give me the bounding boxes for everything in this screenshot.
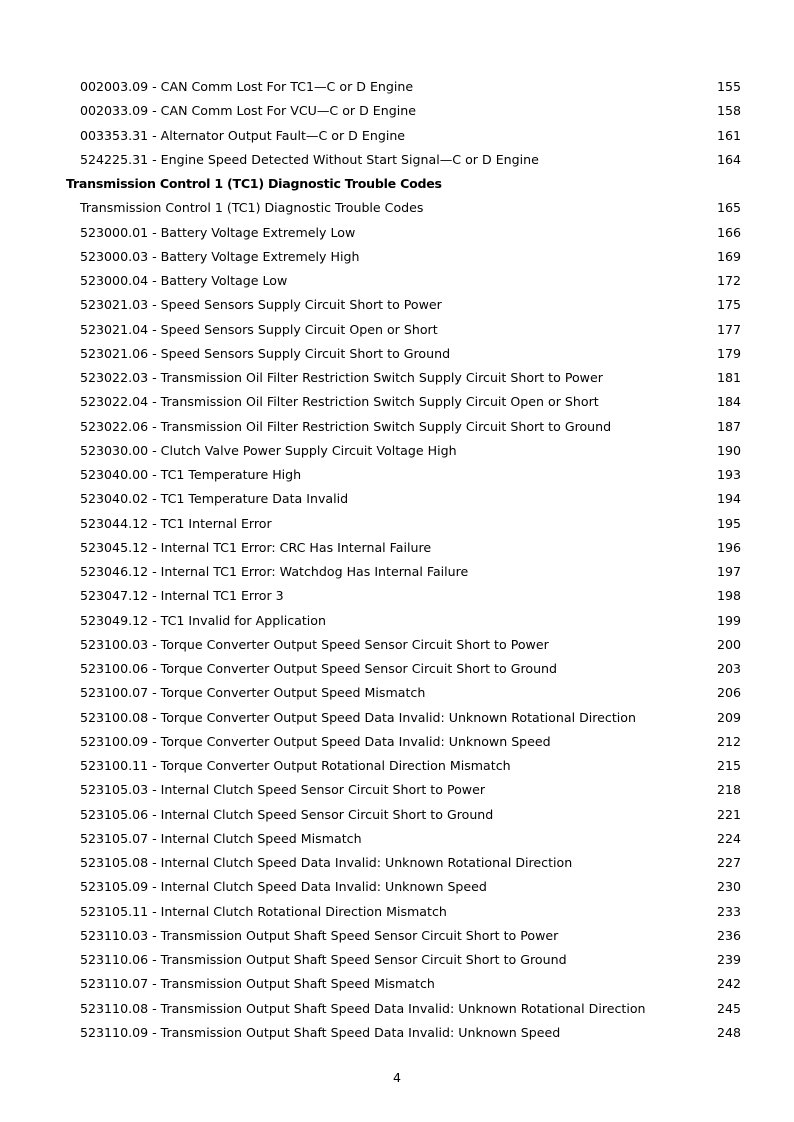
toc-entry-page-number: 203 bbox=[716, 661, 741, 676]
toc-entry[interactable] bbox=[0, 318, 794, 342]
toc-entry-title: 523000.01 - Battery Voltage Extremely Low bbox=[80, 224, 356, 240]
toc-entry-page-number: 224 bbox=[716, 830, 741, 846]
toc-entry[interactable] bbox=[0, 245, 794, 269]
toc-entry-title: 523021.03 - Speed Sensors Supply Circuit Short to Power bbox=[80, 297, 442, 313]
toc-entry-page-number: 161 bbox=[716, 127, 741, 143]
toc-entry[interactable] bbox=[0, 851, 794, 875]
toc-entry-page-number: 193 bbox=[716, 467, 741, 482]
toc-entry-page-number: 164 bbox=[716, 151, 741, 167]
toc-entry-page-number: 218 bbox=[716, 782, 741, 798]
toc-entry-title: 523045.12 - Internal TC1 Error: CRC Has Internal Failure bbox=[80, 539, 432, 555]
toc-entry-page-number: 212 bbox=[716, 733, 741, 749]
toc-entry-page-number: 236 bbox=[716, 927, 741, 943]
toc-entry-page-number: 200 bbox=[716, 636, 741, 652]
toc-entry-page-number: 239 bbox=[716, 952, 741, 967]
toc-entry-title: 523100.11 - Torque Converter Output Rotational Direction Mismatch bbox=[80, 758, 511, 773]
toc-entry[interactable] bbox=[0, 366, 794, 390]
toc-entry-page-number: 172 bbox=[716, 273, 741, 288]
toc-entry-page-number: 199 bbox=[716, 612, 741, 628]
toc-entry-title: 523105.08 - Internal Clutch Speed Data Invalid: Unknown Rotational Direction bbox=[80, 855, 573, 870]
toc-entry-page-number: 227 bbox=[716, 855, 741, 870]
toc-entry-title: 523105.06 - Internal Clutch Speed Sensor Circuit Short to Ground bbox=[80, 806, 494, 822]
toc-entry-page-number: 197 bbox=[716, 564, 741, 579]
toc-entry-page-number: 169 bbox=[716, 248, 741, 264]
toc-entry-title: 523022.04 - Transmission Oil Filter Restriction Switch Supply Circuit Open or Short bbox=[80, 394, 599, 410]
toc-entry-title: 523046.12 - Internal TC1 Error: Watchdog Has Internal Failure bbox=[80, 564, 469, 579]
toc-entry-page-number: 248 bbox=[716, 1024, 741, 1040]
toc-entry[interactable] bbox=[0, 487, 794, 511]
page-number: 4 bbox=[392, 1070, 401, 1085]
toc-entry-page-number: 190 bbox=[716, 442, 741, 458]
toc-entry[interactable] bbox=[0, 390, 794, 414]
toc-entry[interactable] bbox=[0, 293, 794, 317]
toc-entry-title: 523022.06 - Transmission Oil Filter Restriction Switch Supply Circuit Short to Ground bbox=[80, 418, 612, 434]
toc-entry-page-number: 175 bbox=[716, 297, 741, 313]
toc-entry[interactable] bbox=[0, 148, 794, 172]
toc-entry[interactable] bbox=[0, 463, 794, 487]
toc-entry-title: 523105.09 - Internal Clutch Speed Data Invalid: Unknown Speed bbox=[80, 879, 487, 895]
toc-entry-title: 523040.02 - TC1 Temperature Data Invalid bbox=[80, 491, 349, 507]
toc-entry-page-number: 242 bbox=[716, 976, 741, 992]
toc-entry[interactable] bbox=[0, 778, 794, 802]
toc-entry-title: 523030.00 - Clutch Valve Power Supply Circuit Voltage High bbox=[80, 442, 457, 458]
toc-entry-title: 003353.31 - Alternator Output Fault—C or D Engine bbox=[80, 127, 406, 143]
toc-entry-title: 523100.03 - Torque Converter Output Speed Sensor Circuit Short to Power bbox=[80, 636, 549, 652]
toc-entry-title: 523110.08 - Transmission Output Shaft Speed Data Invalid: Unknown Rotational Direction bbox=[80, 1000, 646, 1016]
toc-entry[interactable] bbox=[0, 415, 794, 439]
toc-entry-page-number: 221 bbox=[716, 806, 741, 822]
toc-entry-title: 523100.08 - Torque Converter Output Speed Data Invalid: Unknown Rotational Direction bbox=[80, 709, 636, 725]
toc-entry[interactable] bbox=[0, 196, 794, 220]
toc-entry-title: 524225.31 - Engine Speed Detected Without Start Signal—C or D Engine bbox=[80, 151, 539, 167]
toc-entry-page-number: 215 bbox=[716, 758, 741, 773]
toc-entry[interactable] bbox=[0, 875, 794, 899]
toc-entry[interactable] bbox=[0, 997, 794, 1021]
toc-entry-page-number: 184 bbox=[716, 394, 741, 410]
toc-entry[interactable] bbox=[0, 560, 794, 584]
toc-entry-title: 523047.12 - Internal TC1 Error 3 bbox=[80, 588, 284, 604]
toc-entry-title: 523000.04 - Battery Voltage Low bbox=[80, 273, 288, 288]
table-of-contents bbox=[0, 75, 794, 1045]
toc-entry-page-number: 179 bbox=[716, 345, 741, 361]
toc-entry-title: 523021.06 - Speed Sensors Supply Circuit Short to Ground bbox=[80, 345, 451, 361]
toc-section-heading bbox=[0, 172, 794, 196]
toc-entry-title: 523110.09 - Transmission Output Shaft Speed Data Invalid: Unknown Speed bbox=[80, 1024, 561, 1040]
toc-entry-page-number: 177 bbox=[716, 321, 741, 337]
toc-entry-title: 523021.04 - Speed Sensors Supply Circuit Open or Short bbox=[80, 321, 438, 337]
toc-entry-page-number: 194 bbox=[716, 491, 741, 507]
toc-heading-title: Transmission Control 1 (TC1) Diagnostic Trouble Codes bbox=[66, 176, 442, 191]
toc-entry[interactable] bbox=[0, 706, 794, 730]
toc-entry[interactable] bbox=[0, 536, 794, 560]
toc-entry-title: Transmission Control 1 (TC1) Diagnostic Trouble Codes bbox=[80, 200, 424, 216]
toc-entry[interactable] bbox=[0, 439, 794, 463]
toc-entry-title: 523100.09 - Torque Converter Output Speed Data Invalid: Unknown Speed bbox=[80, 733, 551, 749]
toc-entry-title: 523040.00 - TC1 Temperature High bbox=[80, 467, 302, 482]
toc-entry[interactable] bbox=[0, 584, 794, 608]
toc-entry-title: 523000.03 - Battery Voltage Extremely High bbox=[80, 248, 360, 264]
toc-entry[interactable] bbox=[0, 1021, 794, 1045]
toc-entry-page-number: 195 bbox=[716, 515, 741, 531]
toc-entry-page-number: 166 bbox=[716, 224, 741, 240]
toc-entry-title: 523049.12 - TC1 Invalid for Application bbox=[80, 612, 326, 628]
toc-entry-page-number: 206 bbox=[716, 685, 741, 701]
toc-entry[interactable] bbox=[0, 924, 794, 948]
toc-entry[interactable] bbox=[0, 754, 794, 778]
toc-entry-page-number: 165 bbox=[716, 200, 741, 216]
toc-entry-title: 523022.03 - Transmission Oil Filter Restriction Switch Supply Circuit Short to Power bbox=[80, 370, 603, 385]
toc-entry-page-number: 181 bbox=[716, 370, 741, 385]
toc-entry[interactable] bbox=[0, 948, 794, 972]
toc-entry[interactable] bbox=[0, 803, 794, 827]
toc-entry-title: 523100.07 - Torque Converter Output Speed Mismatch bbox=[80, 685, 426, 701]
toc-entry-title: 523110.06 - Transmission Output Shaft Speed Sensor Circuit Short to Ground bbox=[80, 952, 567, 967]
toc-entry[interactable] bbox=[0, 609, 794, 633]
toc-entry-page-number: 196 bbox=[716, 539, 741, 555]
toc-entry-page-number: 198 bbox=[716, 588, 741, 604]
toc-entry-title: 002003.09 - CAN Comm Lost For TC1—C or D Engine bbox=[80, 79, 414, 94]
toc-entry-page-number: 158 bbox=[716, 103, 741, 119]
toc-entry[interactable] bbox=[0, 99, 794, 123]
toc-entry[interactable] bbox=[0, 972, 794, 996]
toc-entry-title: 523105.11 - Internal Clutch Rotational Direction Mismatch bbox=[80, 903, 447, 919]
toc-entry[interactable] bbox=[0, 730, 794, 754]
toc-entry[interactable] bbox=[0, 342, 794, 366]
toc-entry-page-number: 233 bbox=[716, 903, 741, 919]
toc-entry-page-number: 155 bbox=[716, 79, 741, 94]
toc-entry-title: 002033.09 - CAN Comm Lost For VCU—C or D Engine bbox=[80, 103, 416, 119]
toc-entry-title: 523100.06 - Torque Converter Output Speed Sensor Circuit Short to Ground bbox=[80, 661, 558, 676]
toc-entry-page-number: 187 bbox=[716, 418, 741, 434]
toc-entry[interactable] bbox=[0, 633, 794, 657]
toc-entry[interactable] bbox=[0, 681, 794, 705]
toc-entry[interactable] bbox=[0, 221, 794, 245]
toc-entry-title: 523110.03 - Transmission Output Shaft Speed Sensor Circuit Short to Power bbox=[80, 927, 559, 943]
toc-entry[interactable] bbox=[0, 75, 794, 99]
toc-entry-page-number: 209 bbox=[716, 709, 741, 725]
toc-entry[interactable] bbox=[0, 900, 794, 924]
toc-entry-title: 523044.12 - TC1 Internal Error bbox=[80, 515, 272, 531]
toc-entry-title: 523105.07 - Internal Clutch Speed Mismatch bbox=[80, 830, 362, 846]
toc-entry-title: 523110.07 - Transmission Output Shaft Speed Mismatch bbox=[80, 976, 435, 992]
toc-entry[interactable] bbox=[0, 827, 794, 851]
toc-entry[interactable] bbox=[0, 269, 794, 293]
toc-entry-page-number: 230 bbox=[716, 879, 741, 895]
toc-entry[interactable] bbox=[0, 657, 794, 681]
toc-entry-title: 523105.03 - Internal Clutch Speed Sensor Circuit Short to Power bbox=[80, 782, 486, 798]
toc-entry[interactable] bbox=[0, 512, 794, 536]
toc-entry-page-number: 245 bbox=[716, 1000, 741, 1016]
toc-entry[interactable] bbox=[0, 124, 794, 148]
